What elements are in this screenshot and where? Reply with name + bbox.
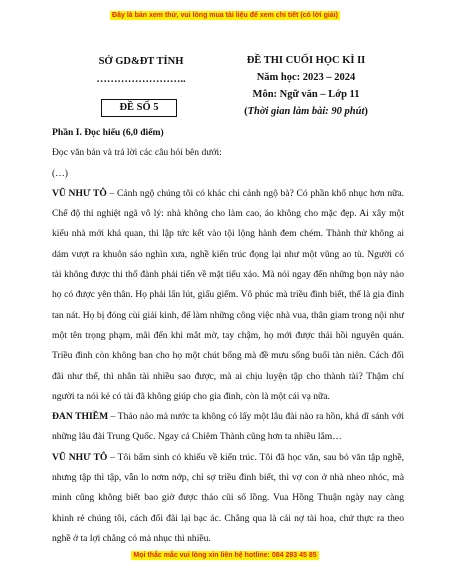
- time-line: [226, 104, 386, 120]
- school-year: Năm học: 2023 – 2024: [256, 72, 356, 83]
- ellipsis-marker: (…): [52, 167, 68, 179]
- exam-title: ĐỀ THI CUỐI HỌC KÌ II: [246, 55, 366, 66]
- department-dots: ……………………..: [96, 74, 186, 85]
- exam-header: [66, 56, 384, 126]
- department-name: SỞ GD&ĐT TỈNH: [98, 56, 184, 67]
- dialogue-text: – Cảnh ngộ chúng tôi có khác chi cảnh ngộ bà? Có phần khổ nhục hơn nữa. Chế độ thi nghiệt ngã vô lý: nhà không cho làm cao, áo không cho mặc đẹp. Ai xây một kiểu nhà mới khả quan, thì lập tức kết vào tội lộng hành đem chém. Thành thử không ai dám vượt ra khuôn sáo nghìn xưa, nghề kiến trúc đọng lại như một vũng ao tù. Người có tài không được thi thố đành phải tiến về mặt tiểu xảo. Mà nói ngay đến những bọn này nào họ có được yên thân. Họ phải lẩn lút, giấu giếm. Vô phúc mà triều đình biết, thế là gia đình tan nát. Họ bị đóng cùi giải kinh, để làm những công việc nhà vua, thân giam trong nội như một tên trọng phạm, mãi đến khi mắt mờ, tay chậm, họ mới được thải hồi nguyên quán. Triều đình còn không ban cho họ một chút bổng mà đề mưu sống buổi tàn niên. Cách đối đãi như thế, thì nhân tài nhiều sao được, mà ai chịu luyện tập cho thành tài? Thậm chí người ta nói kẻ có tài đã không giúp cho gia đình, còn là một cái vạ nữa.: [52, 187, 404, 402]
- hotline-banner-text: Mọi thắc mắc vui lòng xin liên hệ hotline: 084 283 45 85: [133, 552, 317, 559]
- reading-section: [52, 123, 404, 549]
- section-instruction: Đọc văn bản và trả lời các câu hỏi bên dưới:: [52, 147, 222, 159]
- section-heading: Phần I. Đọc hiểu (6,0 điểm): [52, 127, 164, 138]
- subject-line: Môn: Ngữ văn – Lớp 11: [252, 89, 360, 100]
- time-text: Thời gian làm bài: 90 phút: [247, 106, 365, 117]
- dialogue-text: – Thảo nào mà nước ta không có lấy một lâu đài nào ra hồn, khả dĩ sánh với những lâu đài Trung Quốc. Ngay cả Chiêm Thành cũng hơn ta nhiều lắm…: [52, 411, 404, 443]
- hotline-banner: [0, 552, 450, 559]
- preview-banner-text: Đây là bản xem thử, vui lòng mua tài liệu để xem chi tiết (có lời giải): [112, 12, 338, 19]
- preview-banner: [0, 12, 450, 19]
- time-open: (: [244, 106, 248, 117]
- speaker-name: VŨ NHƯ TÔ: [52, 187, 107, 199]
- exam-code-box: ĐỀ SỐ 5: [101, 99, 177, 117]
- speaker-name: ĐAN THIỀM: [52, 411, 109, 423]
- dialogue-paragraph: [52, 448, 404, 549]
- dialogue-paragraph: [52, 184, 404, 407]
- dialogue-paragraph: [52, 407, 404, 448]
- dialogue-text: – Tôi bẩm sinh có khiếu về kiến trúc. Tôi đã học văn, sau bỏ văn tập nghề, nhưng tập thì tập, vẫn lo nơm nớp, chỉ sợ triều đình biết, thì vợ con ở nhà nheo nhóc, mà mình cũng không biết bao giờ được tháo cũi sổ lồng. Vua Hồng Thuận ngày nay càng khinh rẻ chúng tôi, cách đối đãi lại bạc ác. Chẳng qua là cái nợ tài hoa, chứ thực ra theo nghề ở ta lợi chẳng có mà nhục thì nhiều.: [52, 451, 404, 544]
- time-close: ): [364, 106, 368, 117]
- speaker-name: VŨ NHƯ TÔ: [52, 451, 108, 463]
